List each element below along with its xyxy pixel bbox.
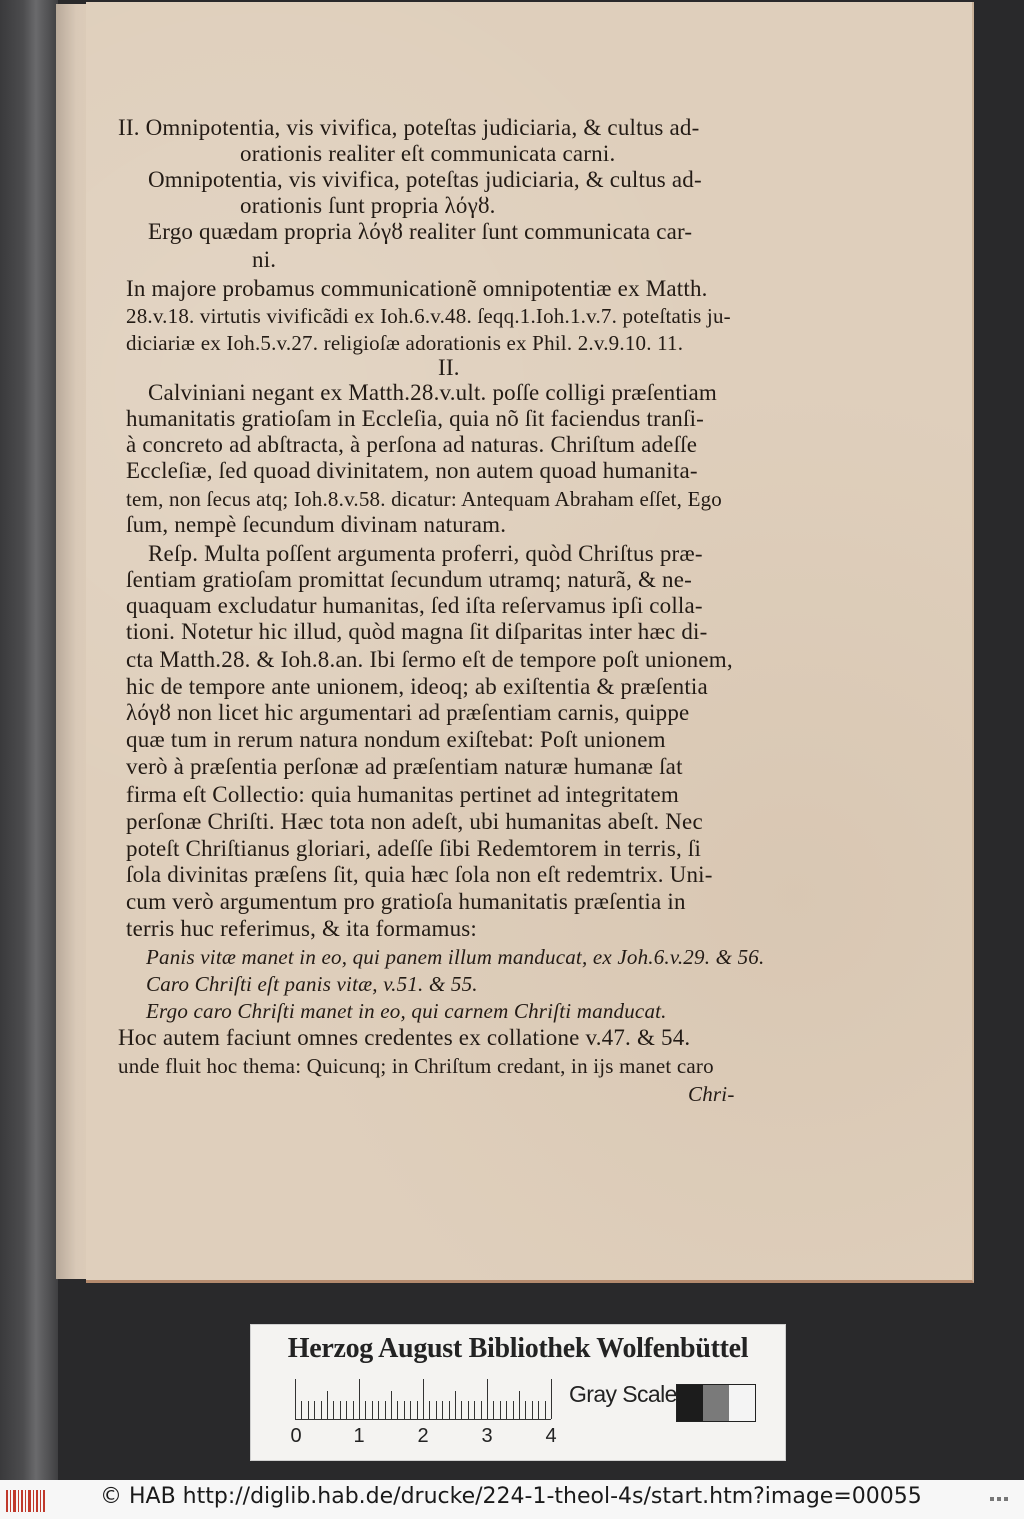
gray-swatch-mid <box>703 1385 729 1421</box>
measurement-ruler <box>295 1379 551 1419</box>
text-line: λόγȣ non licet hic argumentari ad præſentiam carnis, quippe <box>126 700 690 725</box>
ruler-tick <box>410 1401 411 1419</box>
text-line: tioni. Notetur hic illud, quòd magna ſit diſparitas inter hæc di- <box>126 619 708 644</box>
ruler-tick <box>538 1401 539 1419</box>
text-line: unde fluit hoc thema: Quicunq; in Chriſtum credant, in ijs manet caro <box>118 1054 714 1078</box>
section-numeral: II. <box>438 355 460 380</box>
ruler-tick <box>391 1391 392 1419</box>
ruler-baseline <box>295 1419 551 1420</box>
library-color-card <box>250 1324 786 1461</box>
book-binding-edge <box>0 0 58 1480</box>
ruler-tick <box>468 1401 469 1419</box>
ruler-tick <box>353 1401 354 1419</box>
ruler-tick <box>513 1401 514 1419</box>
ruler-number: 4 <box>545 1425 557 1447</box>
ruler-tick <box>365 1401 366 1419</box>
ruler-tick <box>385 1401 386 1419</box>
ruler-tick <box>429 1401 430 1419</box>
text-line: verò à præſentia perſonæ ad præſentiam naturæ humanæ ſat <box>126 754 683 779</box>
gray-swatch-light <box>729 1385 755 1421</box>
text-line: cum verò argumentum pro gratioſa humanitatis præſentia in <box>126 889 686 914</box>
ruler-tick <box>359 1379 360 1419</box>
text-line: Omnipotentia, vis vivifica, poteſtas judiciaria, & cultus ad- <box>148 167 702 192</box>
text-line: Ergo quædam propria λόγȣ realiter ſunt communicata car- <box>148 219 693 244</box>
text-line: ſentiam gratioſam promittat ſecundum utramq; naturã, & ne- <box>126 567 692 592</box>
text-line: tem, non ſecus atq; Ioh.8.v.58. dicatur: Antequam Abraham eſſet, Ego <box>126 487 723 511</box>
text-line: perſonæ Chriſti. Hæc tota non adeſt, ubi humanitas abeſt. Nec <box>126 809 703 834</box>
ruler-tick <box>295 1379 296 1419</box>
ruler-tick <box>436 1401 437 1419</box>
text-line: orationis realiter eſt communicata carni. <box>240 141 616 166</box>
ruler-tick <box>321 1401 322 1419</box>
text-line: quaquam excludatur humanitas, ſed iſta reſervamus ipſi colla- <box>126 593 703 618</box>
ruler-number: 2 <box>417 1425 429 1447</box>
copyright-url-text: © HAB http://diglib.hab.de/drucke/224-1-theol-4s/start.htm?image=00055 <box>100 1484 922 1509</box>
text-line: humanitatis gratioſam in Eccleſia, quia nõ ſit faciendus tranſi- <box>126 406 705 431</box>
text-line: In majore probamus communicationẽ omnipotentiæ ex Matth. <box>126 276 708 301</box>
ruler-tick <box>372 1401 373 1419</box>
ruler-tick <box>461 1401 462 1419</box>
text-line: diciariæ ex Ioh.5.v.27. religioſæ adorationis ex Phil. 2.v.9.10. 11. <box>126 331 684 355</box>
text-line: ſum, nempè ſecundum divinam naturam. <box>126 512 507 537</box>
ruler-tick <box>500 1401 501 1419</box>
ruler-tick <box>455 1391 456 1419</box>
ruler-tick <box>417 1401 418 1419</box>
page-gutter <box>56 4 90 1279</box>
text-line: orationis ſunt propria λόγȣ. <box>240 193 496 218</box>
text-line: 28.v.18. virtutis vivificãdi ex Ioh.6.v.48. ſeqq.1.Ioh.1.v.7. poteſtatis ju- <box>126 304 731 328</box>
ruler-tick <box>506 1401 507 1419</box>
text-line: ni. <box>252 247 277 272</box>
ruler-tick <box>340 1401 341 1419</box>
ruler-tick <box>327 1391 328 1419</box>
ruler-tick <box>397 1401 398 1419</box>
ruler-tick <box>346 1401 347 1419</box>
text-line: Calviniani negant ex Matth.28.v.ult. poſſe colligi præſentiam <box>148 380 717 405</box>
ruler-tick <box>442 1401 443 1419</box>
text-line: hic de tempore ante unionem, ideoq; ab exiſtentia & præſentia <box>126 674 708 699</box>
barcode-icon <box>6 1490 46 1512</box>
book-page <box>86 2 974 1283</box>
ruler-tick <box>404 1401 405 1419</box>
text-line: ſola divinitas præſens ſit, quia hæc ſola non eſt redemtrix. Uni- <box>126 862 713 887</box>
gray-swatch-dark <box>677 1385 703 1421</box>
text-line: cta Matth.28. & Ioh.8.an. Ibi ſermo eſt de tempore poſt unionem, <box>126 647 733 672</box>
ruler-tick <box>301 1401 302 1419</box>
ruler-number: 3 <box>481 1425 493 1447</box>
ruler-number: 1 <box>353 1425 365 1447</box>
text-line: II. Omnipotentia, vis vivifica, poteſtas judiciaria, & cultus ad- <box>118 115 700 140</box>
syllogism-line: Panis vitæ manet in eo, qui panem illum manducat, ex Joh.6.v.29. & 56. <box>146 945 765 969</box>
ruler-tick <box>481 1401 482 1419</box>
ruler-tick <box>333 1401 334 1419</box>
text-line: Eccleſiæ, ſed quoad divinitatem, non autem quoad humanita- <box>126 458 698 483</box>
syllogism-line: Ergo caro Chriſti manet in eo, qui carnem Chriſti manducat. <box>146 999 667 1023</box>
text-line: Reſp. Multa poſſent argumenta proferri, quòd Chriſtus præ- <box>148 541 703 566</box>
text-line: terris huc referimus, & ita formamus: <box>126 916 478 941</box>
ruler-tick <box>474 1401 475 1419</box>
ruler-tick <box>493 1401 494 1419</box>
gray-scale-label: Gray Scale <box>569 1381 677 1407</box>
text-line: Hoc autem faciunt omnes credentes ex collatione v.47. & 54. <box>118 1025 691 1050</box>
ruler-tick <box>449 1401 450 1419</box>
ruler-tick <box>551 1379 552 1419</box>
footer-dots-icon <box>990 1496 1008 1502</box>
syllogism-line: Caro Chriſti eſt panis vitæ, v.51. & 55. <box>146 972 478 996</box>
ruler-tick <box>314 1401 315 1419</box>
ruler-tick <box>545 1401 546 1419</box>
ruler-tick <box>423 1379 424 1419</box>
text-line: poteſt Chriſtianus gloriari, adeſſe ſibi Redemtorem in terris, ſi <box>126 836 702 861</box>
ruler-number: 0 <box>290 1425 302 1447</box>
ruler-tick <box>487 1379 488 1419</box>
ruler-tick <box>525 1401 526 1419</box>
text-line: à concreto ad abſtracta, à perſona ad naturas. Chriſtum adeſſe <box>126 432 698 457</box>
ruler-tick <box>532 1401 533 1419</box>
gray-scale-swatch <box>676 1384 756 1422</box>
catchword: Chri- <box>688 1082 735 1106</box>
text-line: quæ tum in rerum natura nondum exiſtebat: Poſt unionem <box>126 727 666 752</box>
ruler-tick <box>519 1391 520 1419</box>
ruler-tick <box>378 1401 379 1419</box>
library-name: Herzog August Bibliothek Wolfenbüttel <box>287 1333 749 1364</box>
ruler-tick <box>308 1401 309 1419</box>
text-line: firma eſt Collectio: quia humanitas pertinet ad integritatem <box>126 782 679 807</box>
